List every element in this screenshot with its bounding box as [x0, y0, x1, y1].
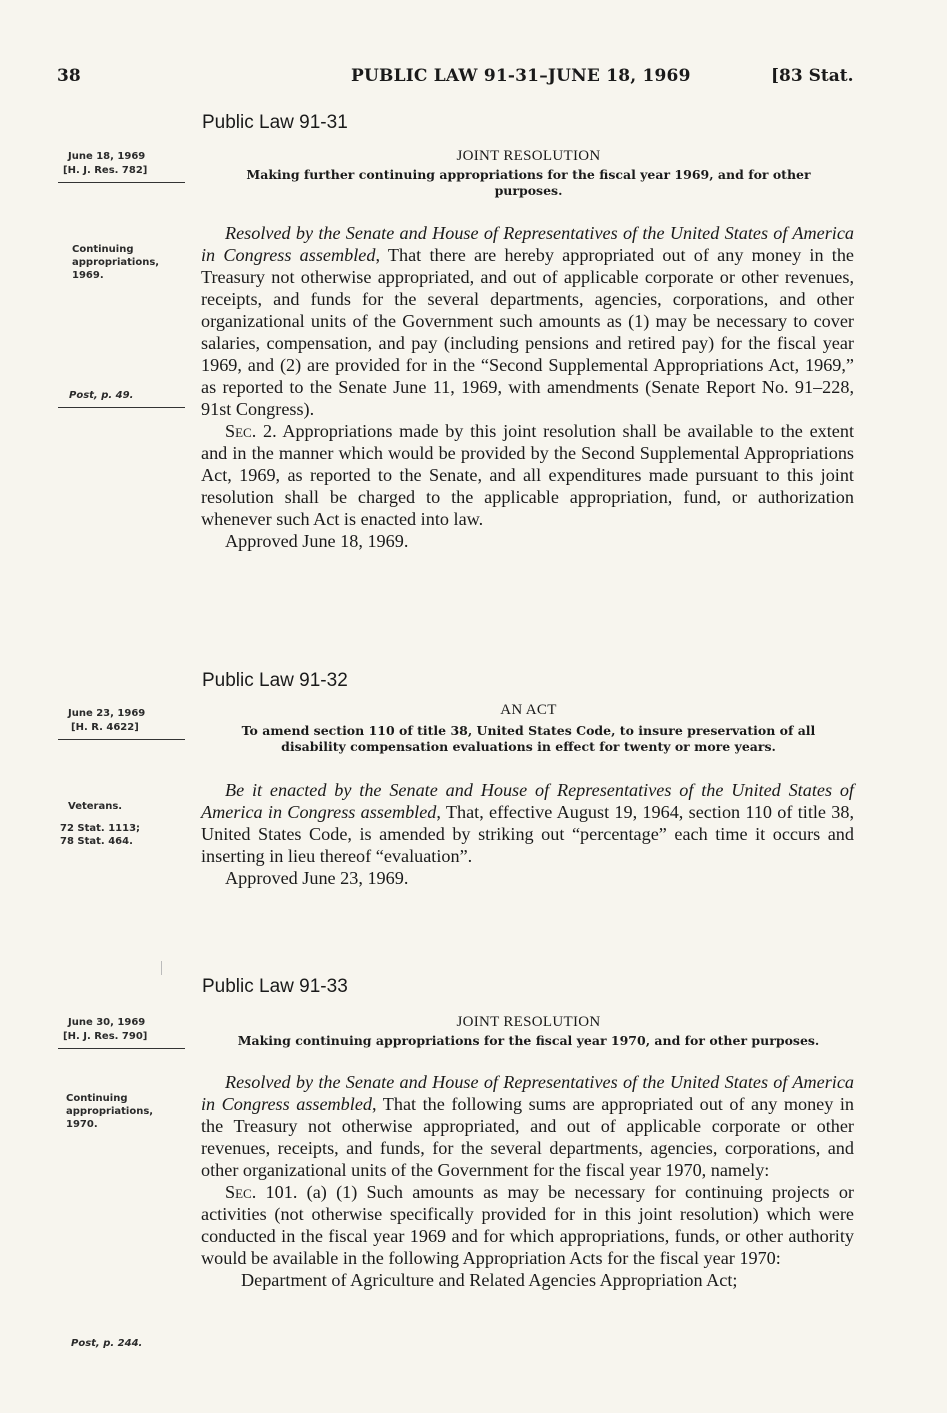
- law-title-91-32: Public Law 91-32: [202, 670, 348, 691]
- purpose-91-33: [202, 1033, 855, 1049]
- paragraph-text: , That there are hereby appropriated out of any money in the Treasury not otherwise appropriated, and out of applicable corporate or other revenues, receipts, and funds for the several departments, agencies, corporations, and other organizational units of the Government such amounts as (1) may be necessary to cover salaries, compensation, and pay (including pensions and retired pay) for the fiscal year 1969, and (2) are provided for in the “Second Supplemental Appropriations Act, 1969,” as reported to the Senate June 11, 1969, with amendments (Senate Report No. 91–228, 91st Congress).: [201, 245, 854, 419]
- paragraph: [201, 779, 854, 867]
- section-label: Sec. 101.: [225, 1182, 298, 1202]
- purpose-line: disability compensation evaluations in effect for twenty or more years.: [281, 739, 776, 754]
- margin-note-post-244: Post, p. 244.: [71, 1338, 143, 1349]
- paragraph: [201, 1071, 854, 1181]
- approved-date-91-31: Approved June 18, 1969.: [225, 531, 409, 551]
- margin-date-91-33: June 30, 1969: [68, 1017, 146, 1028]
- margin-rule: [58, 1048, 185, 1049]
- margin-note-post-49: Post, p. 49.: [69, 390, 134, 401]
- margin-rule: [58, 182, 185, 183]
- statute-reference: [83 Stat.: [771, 66, 854, 86]
- margin-note-continuing-1970: Continuing appropriations, 1970.: [66, 1093, 154, 1130]
- margin-note-veterans: Veterans.: [68, 801, 123, 812]
- section-text: (a) (1) Such amounts as may be necessary for continuing projects or activities (not otherwise specifically provided for in this joint resolution) which were conducted in the fiscal year 1969 and for which appropriations, funds, or other authority would be available in the following Appropriation Acts for the fiscal year 1970:: [201, 1182, 854, 1268]
- purpose-91-31: [202, 167, 855, 199]
- margin-note-continuing-1969: Continuing appropriations, 1969.: [72, 244, 160, 281]
- margin-bill-91-33: [H. J. Res. 790]: [63, 1031, 148, 1042]
- law-title-91-33: Public Law 91-33: [202, 976, 348, 997]
- purpose-91-32: [202, 723, 855, 755]
- section-label: Sec. 2.: [225, 421, 277, 441]
- margin-bill-91-32: [H. R. 4622]: [71, 722, 139, 733]
- purpose-line: To amend section 110 of title 38, United States Code, to insure preservation of all: [241, 723, 816, 738]
- margin-date-91-32: June 23, 1969: [68, 708, 146, 719]
- purpose-line: Making continuing appropriations for the fiscal year 1970, and for other purposes.: [237, 1033, 820, 1048]
- margin-rule: [58, 739, 185, 740]
- body-91-31: [201, 222, 854, 552]
- body-91-32: [201, 779, 854, 889]
- section-text: Appropriations made by this joint resolution shall be available to the extent and in the manner which would be provided by the Second Supplemental Appropriations Act, 1969, as reported to the Senate, and all expenditures made pursuant to this joint resolution shall be charged to the applicable appropriation, fund, or authorization whenever such Act is enacted into law.: [201, 421, 855, 529]
- section-2: [201, 420, 854, 530]
- doc-type-91-31: JOINT RESOLUTION: [456, 148, 601, 164]
- enacting-clause: Be it enacted by the Senate and House of Representatives of the United States of America in Congress assembled: [201, 780, 854, 822]
- law-title-91-31: Public Law 91-31: [202, 112, 348, 133]
- doc-type-91-33: JOINT RESOLUTION: [456, 1014, 601, 1030]
- running-head-title: PUBLIC LAW 91-31–JUNE 18, 1969: [351, 66, 691, 86]
- paragraph-text: , That the following sums are appropriated out of any money in the Treasury not otherwise appropriated, and out of applicable corporate or other revenues, receipts, and funds, for the several departments, agencies, corporations, and other organizational units of the Government for the fiscal year 1970, namely:: [201, 1094, 854, 1180]
- enacting-clause: Resolved by the Senate and House of Representatives of the United States of America in Congress assembled: [201, 223, 854, 265]
- page-number: 38: [57, 66, 81, 86]
- body-91-33: [201, 1071, 854, 1291]
- divider-tick: [161, 961, 162, 975]
- paragraph-text: , That, effective August 19, 1964, section 110 of title 38, United States Code, is amended by striking out “percentage” each time it occurs and inserting in lieu thereof “evaluation”.: [201, 802, 855, 866]
- paragraph: [201, 222, 854, 420]
- purpose-line: purposes.: [494, 183, 563, 198]
- margin-bill-91-31: [H. J. Res. 782]: [63, 165, 148, 176]
- appropriation-act-item: Department of Agriculture and Related Agencies Appropriation Act;: [241, 1270, 738, 1290]
- doc-type-91-32: AN ACT: [500, 702, 557, 718]
- section-101: [201, 1181, 854, 1269]
- purpose-line: Making further continuing appropriations for the fiscal year 1969, and for other: [246, 167, 811, 182]
- enacting-clause: Resolved by the Senate and House of Representatives of the United States of America in Congress assembled: [201, 1072, 854, 1114]
- margin-date-91-31: June 18, 1969: [68, 151, 146, 162]
- margin-rule: [58, 407, 185, 408]
- margin-note-stat-refs: 72 Stat. 1113; 78 Stat. 464.: [60, 823, 141, 847]
- approved-date-91-32: Approved June 23, 1969.: [225, 868, 409, 888]
